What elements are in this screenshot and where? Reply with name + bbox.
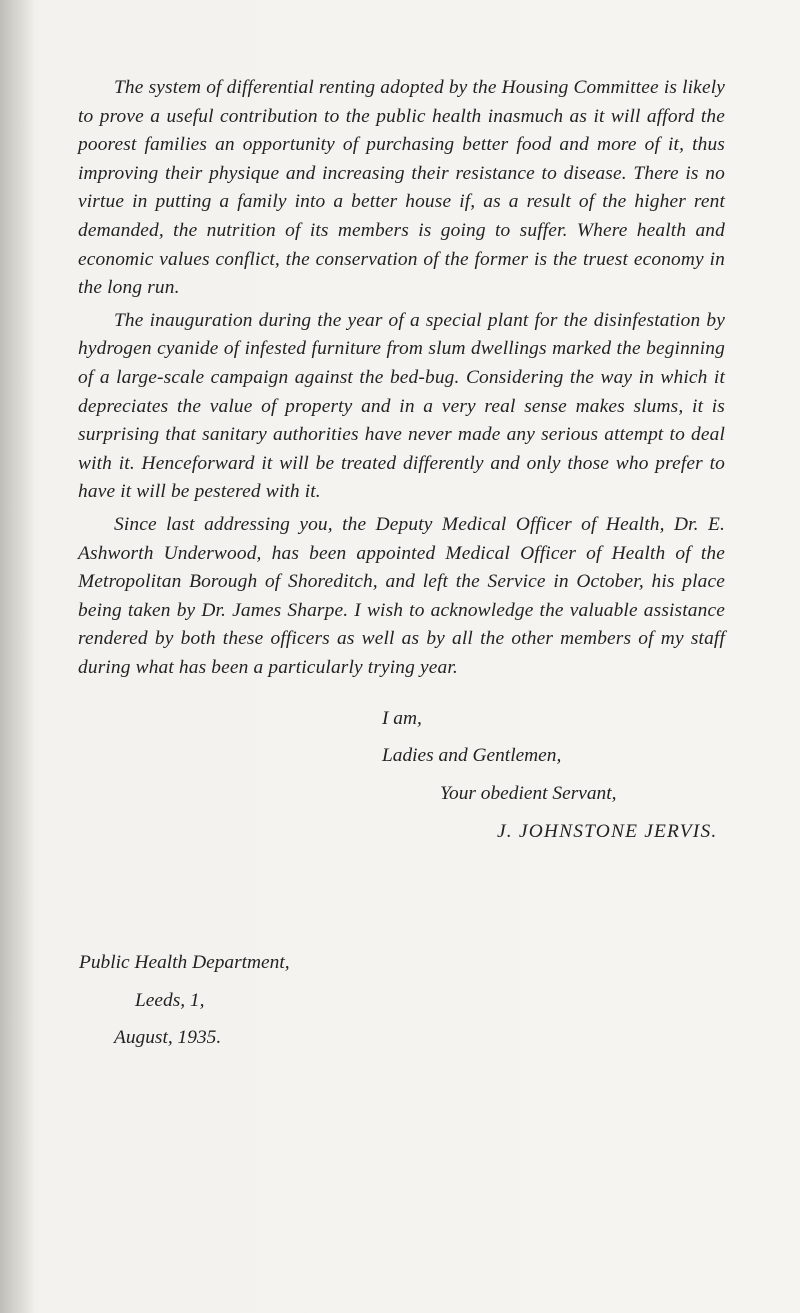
page-gutter-shadow	[0, 0, 34, 1313]
report-body	[78, 74, 725, 682]
closing-obedient-servant: Your obedient Servant,	[440, 783, 617, 804]
paragraph-differential-renting: The system of differential renting adopted by the Housing Committee is likely to prove a useful contribution to the public health inasmuch as it will afford the poorest families an opportunity of purchasing better food and more of it, thus improving their physique and increasing their resistance to disease. There is no virtue in putting a family into a better house if, as a result of the higher rent demanded, the nutrition of its members is going to suffer. Where health and economic values conflict, the conservation of the former is the truest economy in the long run.	[78, 77, 725, 299]
closing-salutation: Ladies and Gentlemen,	[382, 745, 562, 766]
closing-i-am: I am,	[382, 708, 422, 729]
paragraph-staff-changes: Since last addressing you, the Deputy Medical Officer of Health, Dr. E. Ashworth Underwood, has been appointed Medical Officer of Health of the Metropolitan Borough of Shoreditch, and left the Service in October, his place being taken by Dr. James Sharpe. I wish to acknowledge the valuable assistance rendered by both these officers as well as by all the other members of my staff during what has been a particularly trying year.	[78, 513, 725, 678]
signature-name: J. JOHNSTONE JERVIS.	[497, 821, 718, 842]
address-date: August, 1935.	[114, 1027, 222, 1048]
address-department: Public Health Department,	[79, 952, 290, 973]
paragraph-disinfestation: The inauguration during the year of a special plant for the disinfestation by hydrogen cyanide of infested furniture from slum dwellings marked the beginning of a large-scale campaign against the bed-bug. Considering the way in which it depreciates the value of property and in a very real sense makes slums, it is surprising that sanitary authorities have never made any serious attempt to deal with it. Henceforward it will be treated differently and only those who prefer to have it will be pestered with it.	[78, 309, 725, 503]
address-city: Leeds, 1,	[135, 990, 205, 1011]
